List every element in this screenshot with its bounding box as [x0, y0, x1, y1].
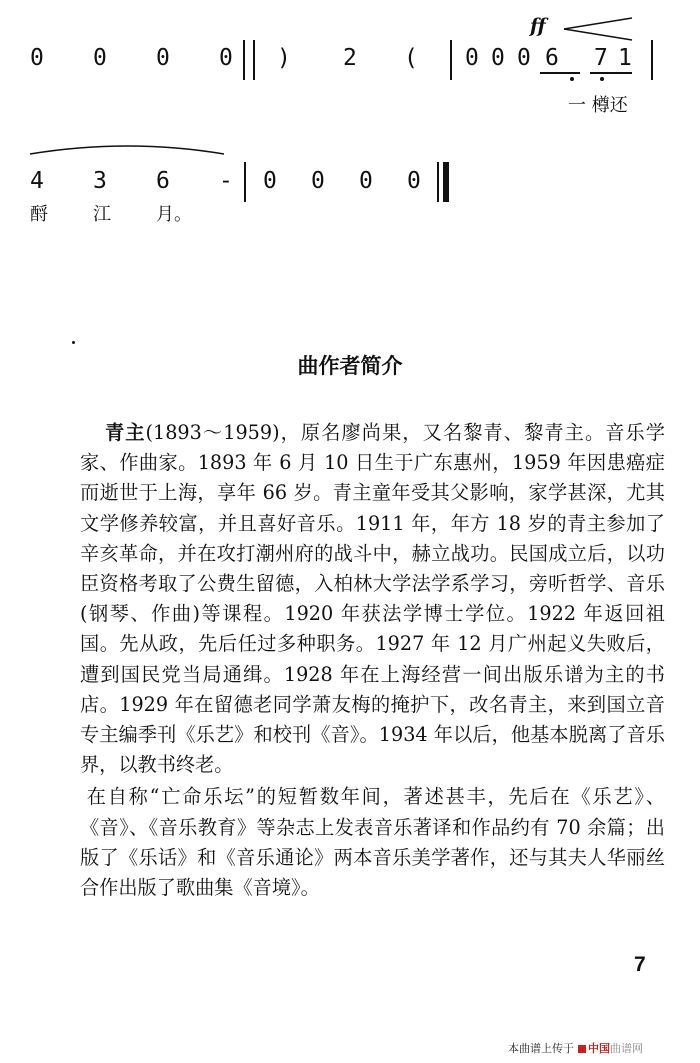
bar-line: [244, 162, 246, 202]
dash: -: [219, 168, 233, 194]
final-bar-thick: [443, 162, 449, 202]
bar-line: [243, 40, 245, 80]
note: 0: [465, 45, 479, 71]
low-octave-dot: [600, 77, 604, 81]
note: 0: [517, 45, 531, 71]
note: 0: [311, 168, 325, 194]
stray-mark: [72, 341, 75, 344]
bio-paragraph-1: [80, 418, 665, 780]
bio-paragraph-2: 在自称“亡命乐坛”的短暂数年间，著述甚丰，先后在《乐艺》、《音》、《音乐教育》等杂志上发表音乐著译和作品约有 70 余篇；出版了《乐话》和《音乐通论》两本音乐美学著作，还与其夫人华丽丝合作出版了歌曲集《音境》。: [80, 785, 665, 900]
low-octave-dot: [570, 77, 574, 81]
footer-site-grey: 曲谱网: [610, 1042, 643, 1055]
underline: [590, 72, 632, 74]
lyric: 月。: [156, 204, 192, 225]
site-logo-icon: [578, 1045, 586, 1053]
crescendo-hairpin: [560, 15, 635, 43]
final-bar-thin: [437, 162, 439, 202]
note: 6: [156, 168, 170, 194]
slur: [28, 142, 228, 156]
section-title: 曲作者简介: [297, 354, 403, 378]
composer-bio: [80, 418, 665, 903]
note: 7: [594, 45, 608, 71]
page-number: 7: [634, 953, 646, 976]
bio-paragraph-1-text: (1893～1959)，原名廖尚果，又名黎青、黎青主。音乐学家、作曲家。1893 年 6 月 10 日生于广东惠州，1959 年因患癌症而逝世于上海，享年 66 岁。青主童年受其父影响，家学甚深，尤其文学修养较富，并且喜好音乐。1911 年，年方 18 岁的青主参加了辛亥革命，并在攻打潮州府的战斗中，赫立战功。民国成立后，以功臣资格考取了公费生留德，入柏林大学法学系学习，旁听哲学、音乐(钢琴、作曲)等课程。1920 年获法学博士学位。1922 年返回祖国。先从政，先后任过多种职务。1927 年 12 月广州起义失败后，遭到国民党当局通缉。1928 年在上海经营一间出版乐谱为主的书店。1929 年在留德老同学萧友梅的掩护下，改名青主，来到国立音专主编季刊《乐艺》和校刊《音》。1934 年以后，他基本脱离了音乐界，以教书终老。: [80, 421, 665, 777]
dynamic-marking: ff: [530, 15, 546, 37]
footer-site-red: 中国: [588, 1042, 610, 1055]
note: 6: [545, 45, 559, 71]
note: 0: [359, 168, 373, 194]
lyric: 一 樽还: [568, 95, 628, 116]
lyric: 酹: [30, 204, 48, 225]
note: 0: [93, 45, 107, 71]
bar-line: [450, 40, 452, 80]
note: 1: [618, 45, 632, 71]
note: 0: [156, 45, 170, 71]
close-paren: ): [277, 45, 291, 71]
note: 0: [491, 45, 505, 71]
footer-watermark: [508, 1040, 643, 1056]
note: 0: [219, 45, 233, 71]
open-paren: (: [404, 45, 418, 71]
note: 2: [343, 45, 357, 71]
note: 3: [93, 168, 107, 194]
note: 0: [407, 168, 421, 194]
composer-name: 青主: [104, 421, 146, 444]
footer-prefix: 本曲谱上传于: [508, 1042, 574, 1055]
lyric: 江: [93, 204, 111, 225]
bar-line: [651, 40, 653, 80]
underline: [540, 72, 580, 74]
bar-line: [253, 40, 255, 80]
note: 0: [30, 45, 44, 71]
note: 0: [263, 168, 277, 194]
note: 4: [30, 168, 44, 194]
